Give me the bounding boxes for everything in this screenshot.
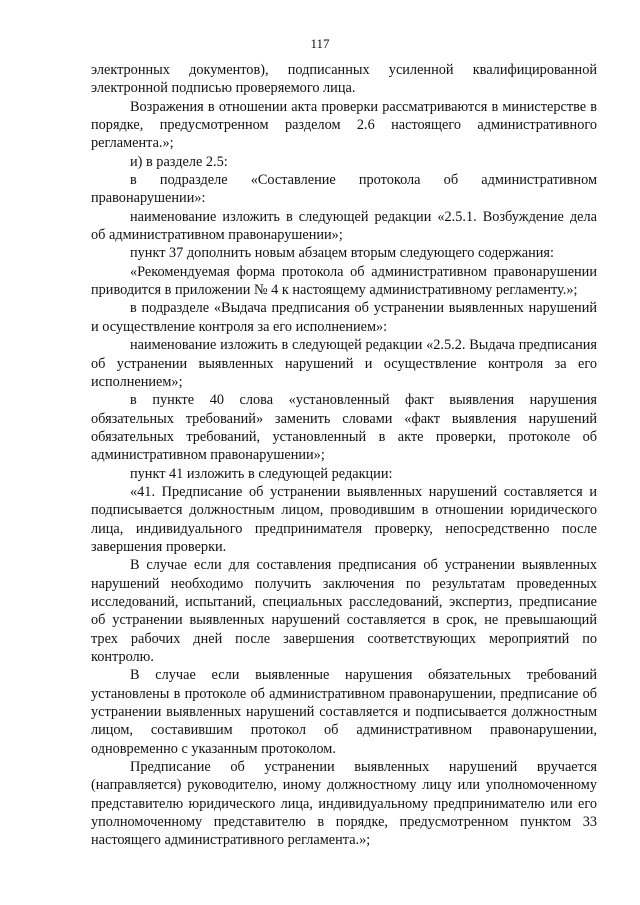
paragraph-title-2-5-1: наименование изложить в следующей редакции «2.5.1. Возбуждение дела об административном правонарушении»;: [91, 208, 597, 244]
paragraph-continuation: электронных документов), подписанных усиленной квалифицированной электронной подписью проверяемого лица.: [91, 62, 597, 97]
paragraph-point-41-text: «41. Предписание об устранении выявленных нарушений составляется и подписывается должностным лицом, проводившим в отношении юридического лица, индивидуального предпринимателя проверку, непосредственно после завершения проверки.: [91, 483, 597, 555]
paragraph-point-37: пункт 37 дополнить новым абзацем вторым следующего содержания:: [130, 245, 554, 262]
paragraph-order-delivery: Предписание об устранении выявленных нарушений вручается (направляется) руководителю, иному должностному лицу или уполномоченному представителю юридического лица, индивидуальному предпринимателю или его уполномоченному представителю в порядке, предусмотренном пунктом 33 настоящего административного регламента.»;: [91, 759, 597, 849]
paragraph-point-40: в пункте 40 слова «установленный факт выявления нарушения обязательных требований» заменить словами «факт выявления нарушений обязательных требований, установленный в акте проверки, протоколе об административном правонарушении»;: [91, 392, 597, 464]
paragraph-item-i: и) в разделе 2.5:: [130, 153, 228, 170]
paragraph-protocol-form: «Рекомендуемая форма протокола об административном правонарушении приводится в приложении № 4 к настоящему административному регламенту.»;: [91, 263, 597, 299]
paragraph-expertise-case: В случае если для составления предписания об устранении выявленных нарушений необходимо получить заключения по результатам проведенных исследований, испытаний, специальных расследований, экспертиз, предписание об устранении выявленных нарушений составляется в срок, не превышающий трех рабочих дней после завершения соответствующих мероприятий по контролю.: [91, 557, 597, 665]
paragraph-protocol-case: В случае если выявленные нарушения обязательных требований установлены в протоколе об административном правонарушении, предписание об устранении выявленных нарушений составляется и подписывается должностным лицом, составившим протокол об административном правонарушении, одновременно с указанным протоколом.: [91, 667, 597, 757]
page-number: 117: [310, 36, 330, 51]
paragraph-title-2-5-2: наименование изложить в следующей редакции «2.5.2. Выдача предписания об устранении выявленных нарушений и осуществление контроля за его исполнением»;: [91, 337, 597, 390]
paragraph-point-41-intro: пункт 41 изложить в следующей редакции:: [130, 465, 393, 482]
paragraph-subsection-protocol: в подразделе «Составление протокола об административном правонарушении»:: [91, 172, 597, 207]
document-body: [91, 61, 597, 850]
paragraph-objections: Возражения в отношении акта проверки рассматриваются в министерстве в порядке, предусмотренном разделом 2.6 настоящего административного регламента.»;: [91, 98, 597, 152]
paragraph-subsection-order: в подразделе «Выдача предписания об устранении выявленных нарушений и осуществление контроля за его исполнением»:: [91, 300, 597, 335]
